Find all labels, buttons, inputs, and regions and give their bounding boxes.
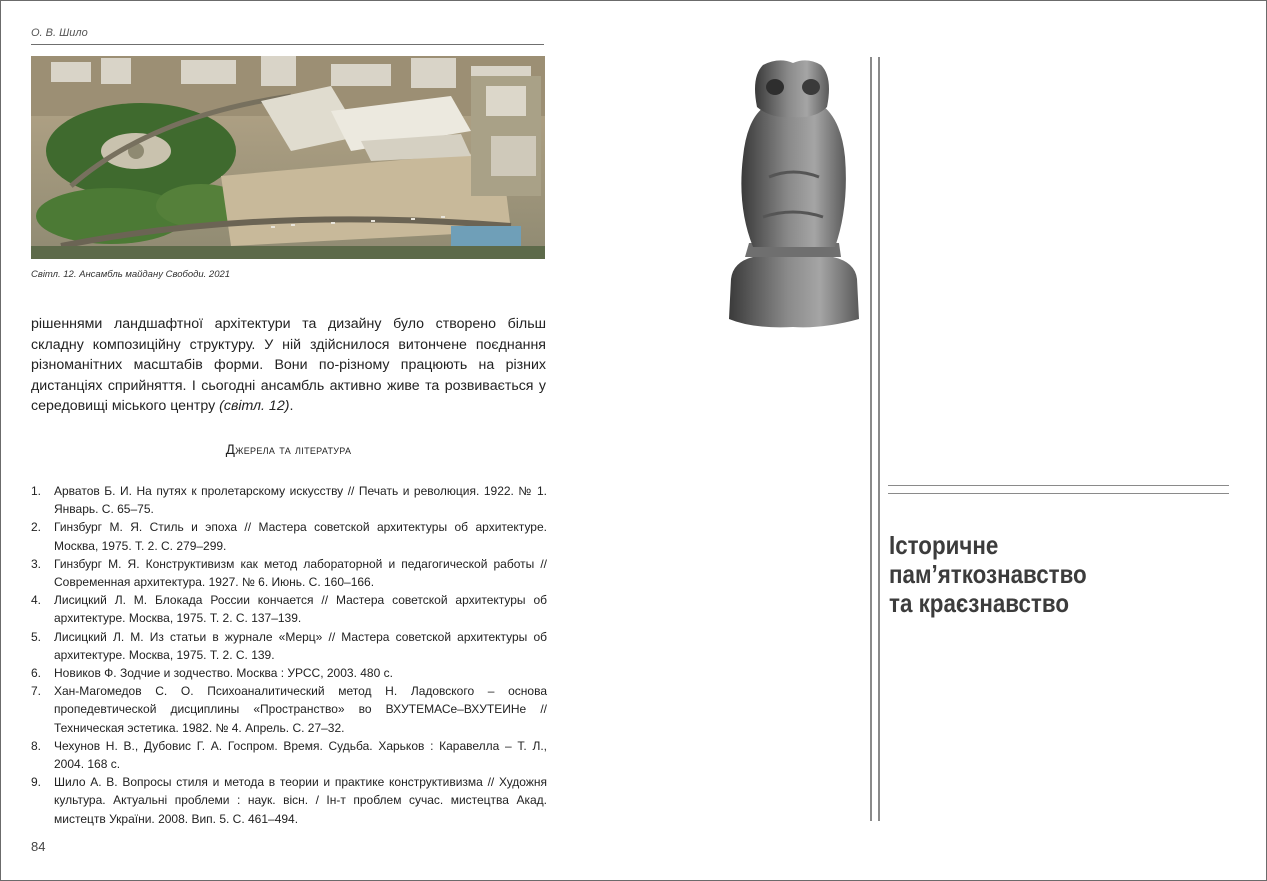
reference-item [31, 773, 547, 828]
vertical-rule-left [870, 57, 872, 821]
reference-number: 3. [31, 556, 42, 571]
aerial-photo [31, 56, 545, 259]
reference-text: Гинзбург М. Я. Конструктивизм как метод лабораторной и педагогической работы // Современная архитектура. 1927. № 6. Июнь. С. 160–166. [54, 556, 547, 590]
reference-text: Лисицкий Л. М. Из статьи в журнале «Мерц» // Мастера советской архитектуры об архитектуре. Москва, 1975. Т. 2. С. 139. [54, 629, 547, 662]
reference-text: Шило А. В. Вопросы стиля и метода в теории и практике конструктивизма // Художня культура. Актуальні проблеми : наук. вісн. / Ін-т проблем сучас. мистецтва Акад. мистецтв України. 2008. Вип. 5. С. 461–494. [54, 775, 547, 826]
stone-statue-image [723, 57, 863, 332]
photo-caption: Світл. 12. Ансамбль майдану Свободи. 2021 [31, 269, 231, 280]
reference-number: 2. [31, 520, 42, 535]
reference-item [31, 737, 547, 773]
reference-item [31, 591, 547, 627]
body-text-main: рішеннями ландшафтної архітектури та дизайну було створено більш складну композиційну структуру. У ній здійснилося витончене поєднання різноманітних масштабів форми. Вони по-різному працюють на різних дистанціях сприйняття. І сьогодні ансамбль активно живе та розвивається у середовищі міського центру [31, 316, 546, 414]
reference-number: 5. [31, 629, 42, 644]
reference-number: 9. [31, 775, 42, 790]
horizontal-rule-bottom [888, 493, 1229, 494]
header-rule [31, 44, 544, 45]
reference-text: Лисицкий Л. М. Блокада России кончается // Мастера советской архитектуры об архитектуре. Москва, 1975. Т. 2. С. 137–139. [54, 593, 547, 626]
reference-number: 8. [31, 738, 42, 753]
references-title-text: Джерела та література [225, 442, 352, 457]
section-title-line: пам’яткознавство [889, 559, 1087, 589]
reference-number: 7. [31, 684, 42, 699]
reference-number: 4. [31, 593, 42, 608]
reference-text: Гинзбург М. Я. Стиль и эпоха // Мастера советской архитектуры об архитектуре. Москва, 1975. Т. 2. С. 279–299. [54, 520, 547, 553]
references-title [31, 442, 546, 457]
section-title [889, 531, 1199, 618]
reference-item [31, 518, 547, 554]
reference-item [31, 664, 547, 682]
reference-item [31, 555, 547, 591]
reference-item [31, 628, 547, 664]
references-list [31, 482, 547, 828]
reference-text: Арватов Б. И. На путях к пролетарскому искусству // Печать и революция. 1922. № 1. Январь. С. 65–75. [54, 484, 547, 517]
body-paragraph [31, 314, 546, 417]
section-title-line: Історичне [889, 530, 999, 560]
reference-number: 1. [31, 484, 42, 498]
reference-text: Хан-Магомедов С. О. Психоаналитический метод Н. Ладовского – основа пропедевтической дисциплины «Пространство» во ВХУТЕМАСе–ВХУТЕИНе // Техническая эстетика. 1982. № 4. Апрель. С. 27–32. [54, 684, 547, 735]
section-title-line: та краєзнавство [889, 588, 1069, 618]
page-number: 84 [31, 839, 46, 854]
running-head: О. В. Шило [31, 27, 88, 39]
reference-number: 6. [31, 666, 42, 681]
reference-text: Новиков Ф. Зодчие и зодчество. Москва : УРСС, 2003. 480 с. [54, 666, 393, 681]
reference-item [31, 482, 547, 518]
reference-item [31, 682, 547, 737]
horizontal-rule-top [888, 485, 1229, 486]
body-text-end: . [289, 398, 294, 414]
reference-text: Чехунов Н. В., Дубовис Г. А. Госпром. Время. Судьба. Харьков : Каравелла – Т. Л., 2004. 168 с. [54, 738, 547, 772]
vertical-rule-right [878, 57, 880, 821]
figure-reference: (світл. 12) [219, 398, 290, 414]
